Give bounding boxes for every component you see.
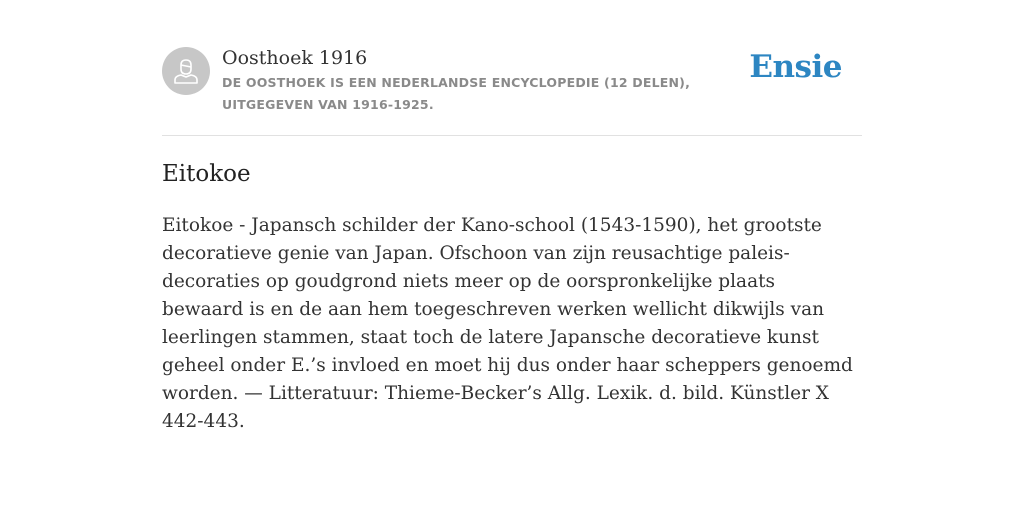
source-description: DE OOSTHOEK IS EEN NEDERLANDSE ENCYCLOPEDIE (12 DELEN), UITGEGEVEN VAN 1916-1925.: [222, 75, 691, 112]
divider: [162, 135, 862, 136]
source-info: [222, 45, 762, 116]
entry-title: Eitokoe: [162, 161, 251, 187]
entry-body: Eitokoe - Japansch schilder der Kano-school (1543-1590), het grootste decoratieve genie van Japan. Ofschoon van zijn reusachtige paleis-decoraties op goudgrond niets meer op de oorspronkelijke plaats bewaard is en de aan hem toegeschreven werken wellicht dikwijls van leerlingen stammen, staat toch de latere Japansche decoratieve kunst geheel onder E.’s invloed en moet hij dus onder haar scheppers genoemd worden. — Litteratuur: Thieme-Becker’s Allg. Lexik. d. bild. Künstler X 442-443.: [162, 215, 853, 432]
source-title[interactable]: Oosthoek 1916: [222, 47, 368, 69]
source-header: [162, 45, 862, 135]
ensie-logo[interactable]: Ensie: [749, 49, 842, 85]
user-avatar-icon: [171, 56, 201, 86]
source-avatar[interactable]: [162, 47, 210, 95]
